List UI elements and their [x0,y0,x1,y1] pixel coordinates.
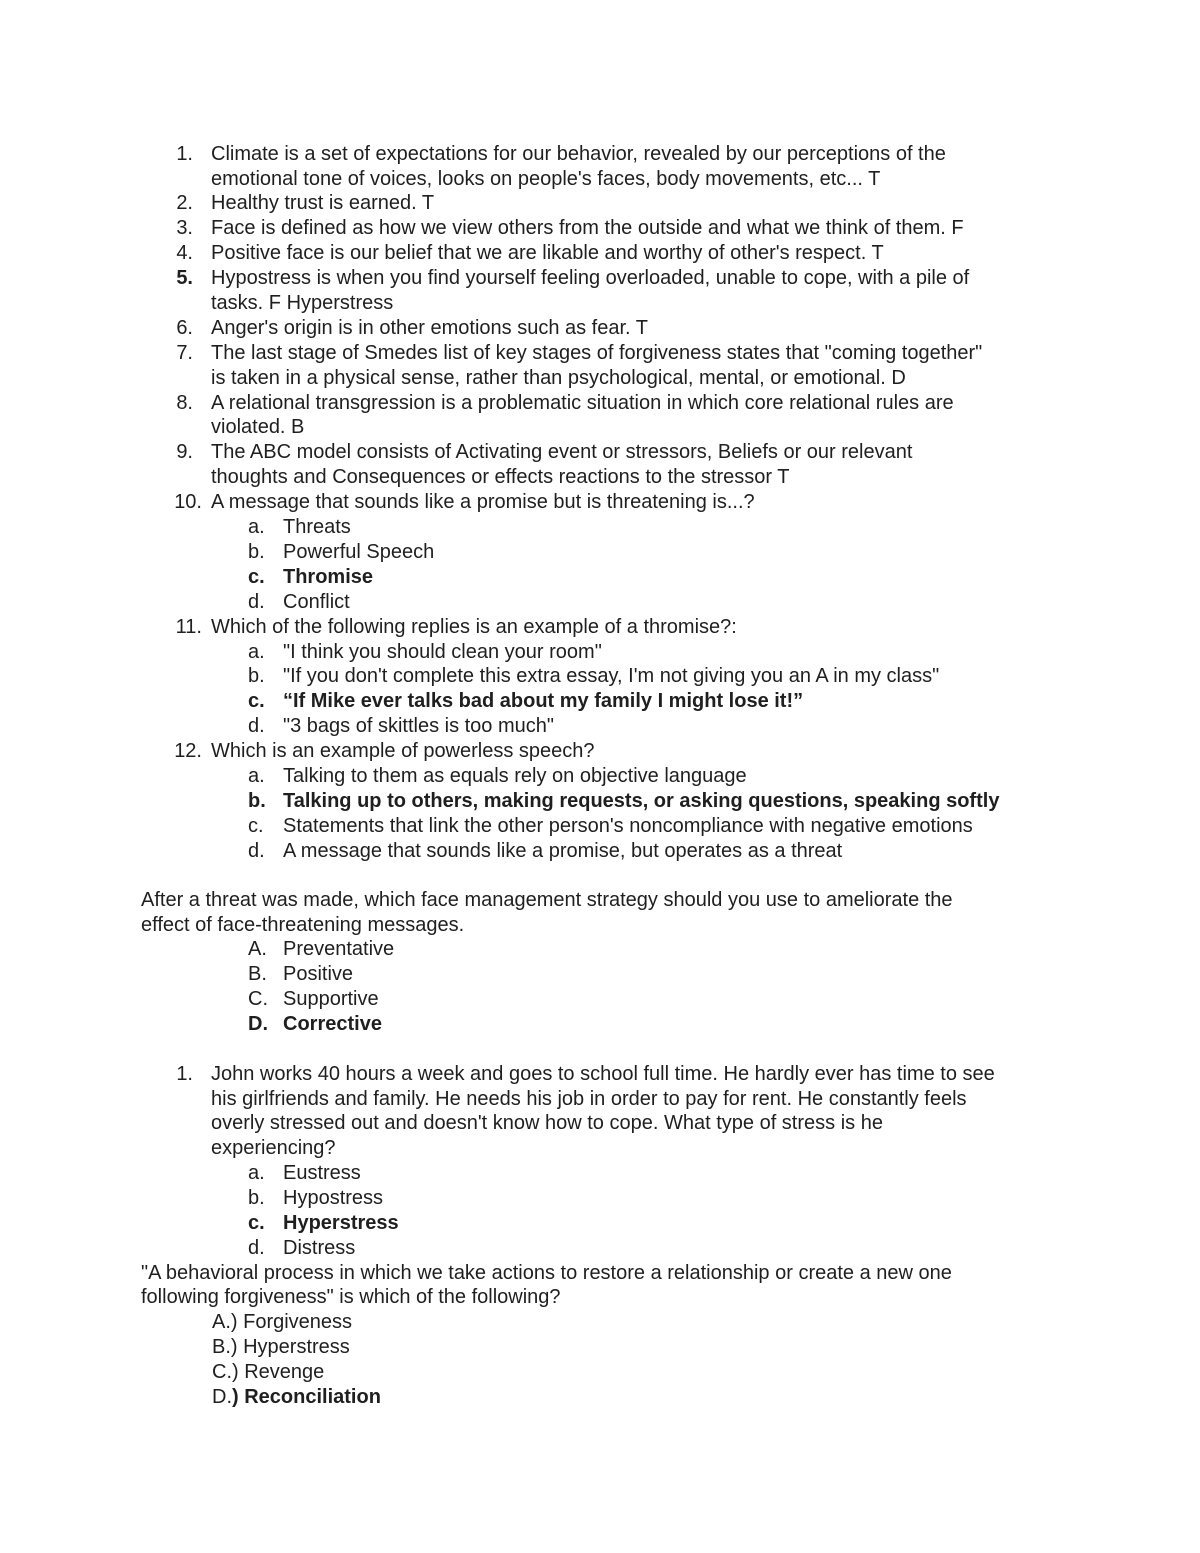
option-letter: D. [212,1386,232,1408]
option-text: ) Reconciliation [232,1386,381,1408]
document-page: 1. Climate is a set of expectations for our behavior, revealed by our perceptions of the emotional tone of voices, looks on people's faces, body movements, etc... T 2. Healthy trust is earned. T 3. Face is defined as how we view others from the outside and what we think of them. F 4. Positive face is our belief that we are likable and worthy of other's respect. T 5. Hypostress is when you find yourself feeling overloaded, unable to cope, with a pile of tasks. F Hyperstress 6. Anger's origin is in other emotions such as fear. T 7. The last stage of Smedes list of key stages of forgiveness states that "coming together" is taken in a physical sense, rather than psychological, mental, or emotional. D 8. A relational transgression is a problematic situation in which core relational rules are violated. B 9. The ABC model consists of Activating event or stressors, Beliefs or our relevant thoughts and Consequences or effects reactions to the stressor T 10. A message that sounds like a promise but is threatening is...? a. Threats b. Powerful Speech c. Thromise d. Conflict 11. Which of the following replies is an example of a thromise?: a. "I think you should clean your room" b. "If you don't complete this extra essay, I'm not giving you an A in my class" c. “If Mike ever talks bad about my family I might lose it!” d. "3 bags of skittles is too much" 12. Which is an example of powerless speech? a. Talking to them as equals rely on objective language b. Talking up to others, making requests, or asking questions, speaking softly c. Statements that link the other person's noncompliance with negative emotions d. A message that sounds like a promise, but operates as a threat After a threat was made, which face management strategy should you use to ameliorate the effect of face-threatening messages. A. Preventative B. Positive C. Supportive D. Corrective 1. John works 40 hours a week and goes to school full time. He hardly ever has time to see his girlfriends and family. He needs his job in order to pay for rent. He constantly feels overly stressed out and doesn't know how to cope. What type of stress is he experiencing? a. Eustress b. Hypostress c. Hyperstress d. Distress "A behavioral process in which we take actions to restore a relationship or create a new one following forgiveness" is which of the following? A.) Forgiveness B.) Hyperstress C.) Revenge D.) Reconciliation [141,143,1000,1408]
